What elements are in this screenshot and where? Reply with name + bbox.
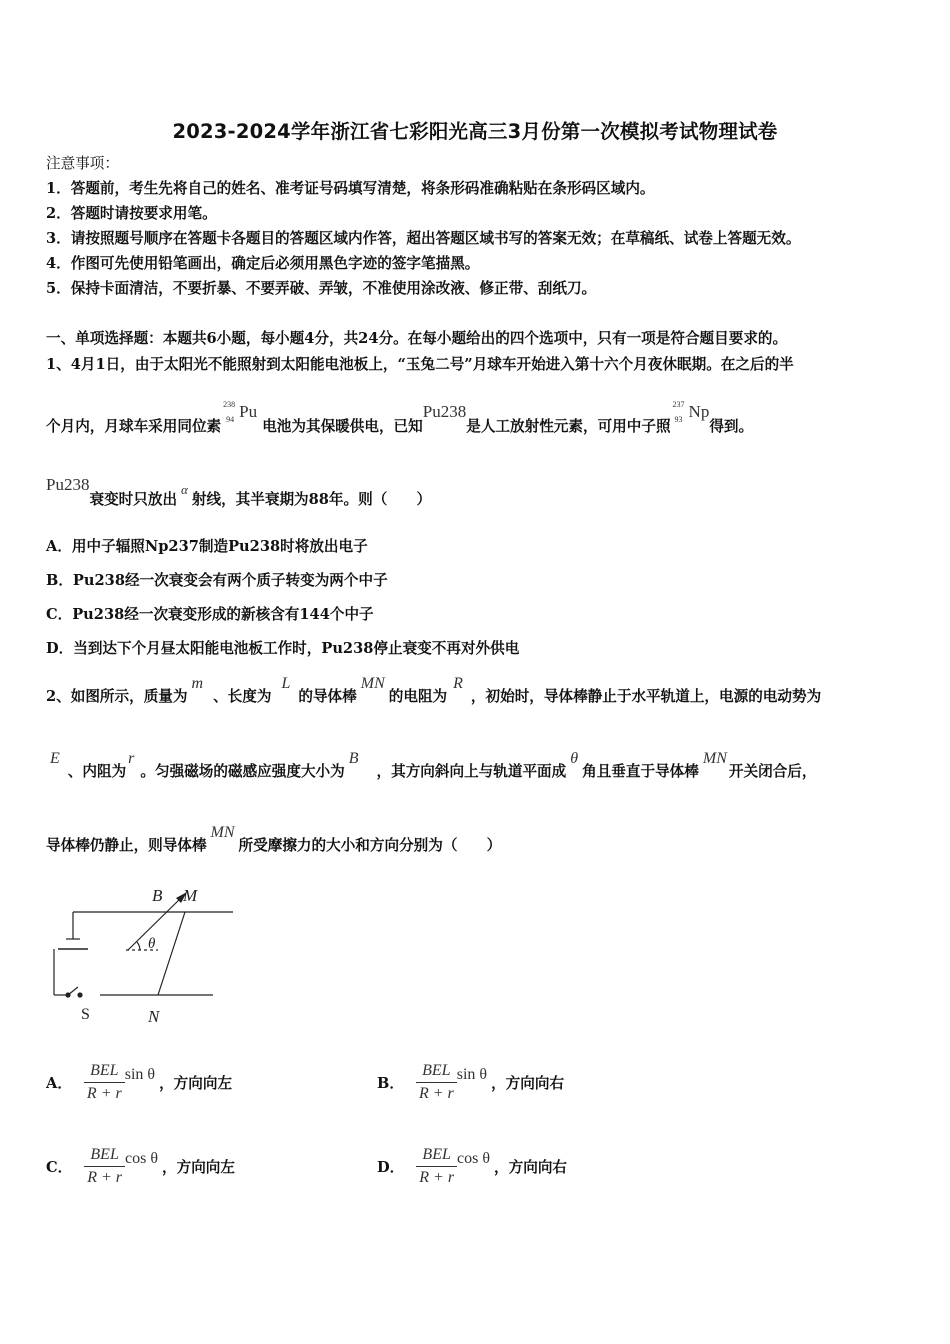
label-n: N bbox=[148, 1007, 160, 1026]
angle-arc bbox=[137, 942, 140, 950]
page-title: 2023-2024学年浙江省七彩阳光高三3月份第一次模拟考试物理试卷 bbox=[172, 120, 778, 143]
notes-heading: 注意事项： bbox=[46, 155, 119, 172]
label-theta: θ bbox=[148, 936, 156, 952]
note-item: 5．保持卡面清洁，不要折暴、不要弄破、弄皱，不准使用涂改液、修正带、刮纸刀。 bbox=[46, 280, 597, 297]
pu-symbol: Pu bbox=[239, 402, 258, 421]
q1-line1: 1、4月1日，由于太阳光不能照射到太阳能电池板上，“玉兔二号”月球车开始进入第十六个月夜休眠期。在之后的半 bbox=[46, 356, 794, 373]
note-item: 1．答题前，考生先将自己的姓名、准考证号码填写清楚，将条形码准确粘贴在条形码区域内。 bbox=[46, 180, 655, 197]
q1-option-d: D．当到达下个月昼太阳能电池板工作时，Pu238停止衰变不再对外供电 bbox=[46, 640, 520, 657]
q1-line2: 个月内，月球车采用同位素 238 94 Pu 电池为其保暖供电，已知Pu238是人工放射性元素，可用中子照 237 93 Np得到。 bbox=[46, 400, 754, 435]
q2-line3: 导体棒仍静止，则导体棒MN所受摩擦力的大小和方向分别为（ ） bbox=[46, 824, 502, 854]
label-b: B bbox=[152, 886, 163, 905]
fraction: $\frac{\text{BEL}}{R + r}$ bbox=[84, 1060, 125, 1105]
conductor-rod-mn bbox=[158, 912, 185, 995]
fraction: $\frac{\text{BEL}}{R + r}$ bbox=[84, 1144, 125, 1189]
switch-terminal bbox=[78, 993, 82, 997]
pu238-term: Pu238 bbox=[46, 475, 90, 494]
pu-isotope-numbers: 238 94 bbox=[223, 400, 236, 424]
q1-option-c: C．Pu238经一次衰变形成的新核含有144个中子 bbox=[46, 606, 374, 623]
circuit-figure bbox=[40, 882, 260, 1027]
q2-option-d: D． $\frac{\text{BEL}}{R + r}$ cos θ，方向向右 bbox=[377, 1144, 567, 1189]
q2-option-c: C． $\frac{\text{BEL}}{R + r}$ cos θ，方向向左 bbox=[46, 1144, 235, 1189]
fraction: $\frac{\text{BEL}}{R + r}$ bbox=[416, 1144, 457, 1189]
q1-line3: Pu238衰变时只放出α射线，其半衰期为88年。则（ ） bbox=[46, 475, 432, 508]
q1-option-b: B．Pu238经一次衰变会有两个质子转变为两个中子 bbox=[46, 572, 388, 589]
q2-line2: E、内阻为r。匀强磁场的磁感应强度大小为B，其方向斜向上与轨道平面成θ角且垂直于导体棒MN开关闭合后， bbox=[50, 750, 817, 780]
note-item: 3．请按照题号顺序在答题卡各题目的答题区域内作答，超出答题区域书写的答案无效；在草稿纸、试卷上答题无效。 bbox=[46, 230, 801, 247]
label-s: S bbox=[81, 1006, 90, 1023]
note-item: 4．作图可先使用铅笔画出，确定后必须用黑色字迹的签字笔描黑。 bbox=[46, 255, 480, 272]
label-m: M bbox=[183, 886, 198, 905]
fraction: $\frac{\text{BEL}}{R + r}$ bbox=[416, 1060, 457, 1105]
np-symbol: Np bbox=[688, 402, 710, 421]
q2-option-b: B． $\frac{\text{BEL}}{R + r}$ sin θ，方向向右 bbox=[377, 1060, 564, 1105]
q2-option-a: A． $\frac{\text{BEL}}{R + r}$ sin θ，方向向左 bbox=[46, 1060, 232, 1105]
section-heading: 一、单项选择题：本题共6小题，每小题4分，共24分。在每小题给出的四个选项中，只有一项是符合题目要求的。 bbox=[46, 330, 788, 347]
alpha-symbol: α bbox=[181, 482, 188, 497]
pu238-term: Pu238 bbox=[422, 402, 467, 421]
q2-line1: 2、如图所示，质量为m、长度为L的导体棒MN的电阻为R，初始时，导体棒静止于水平轨道上，电源的电动势为 bbox=[46, 675, 822, 705]
np-isotope-numbers: 237 93 bbox=[672, 400, 685, 424]
note-item: 2．答题时请按要求用笔。 bbox=[46, 205, 217, 222]
q1-option-a: A．用中子辐照Np237制造Pu238时将放出电子 bbox=[46, 538, 368, 555]
switch-blade bbox=[68, 987, 78, 995]
